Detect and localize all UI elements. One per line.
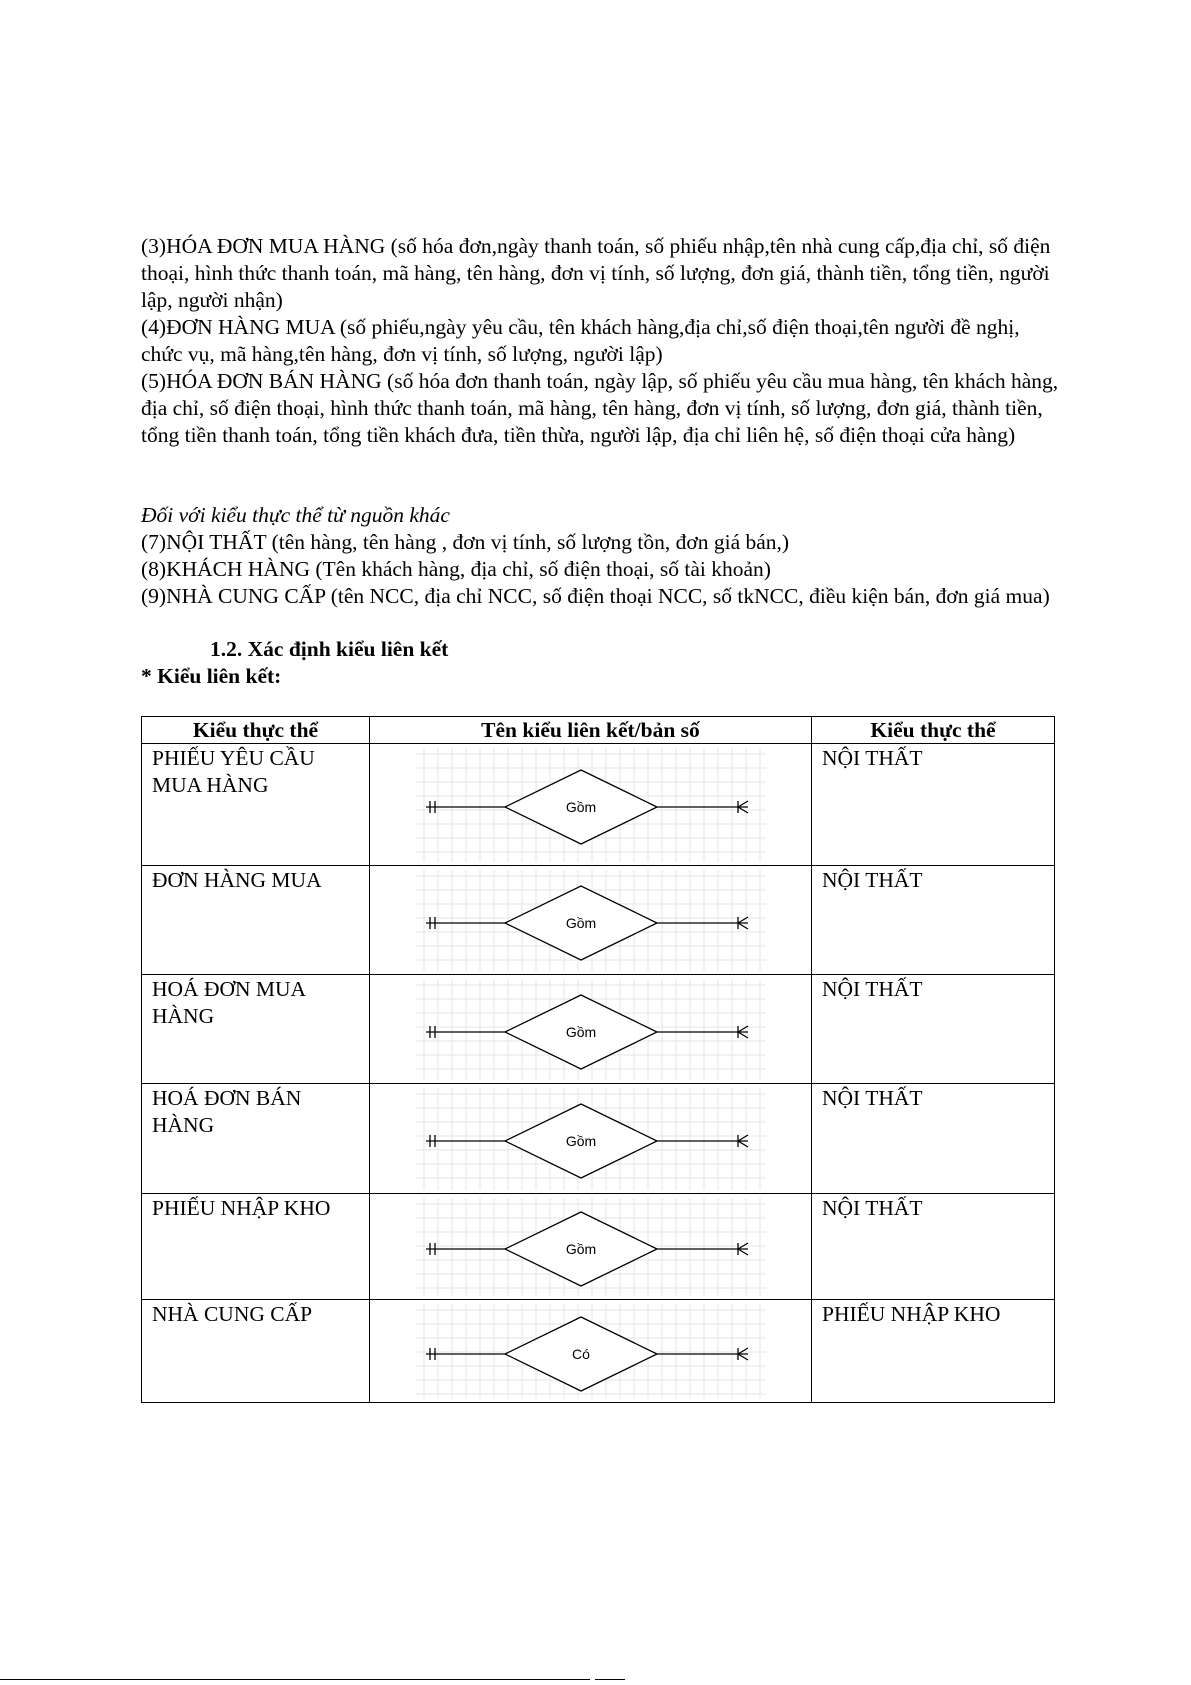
relationship-label: Gồm (565, 1241, 597, 1257)
entity-right-cell: PHIẾU NHẬP KHO (812, 1300, 1055, 1403)
entity-left-cell: NHÀ CUNG CẤP (142, 1300, 370, 1403)
entity-right-cell: NỘI THẤT (812, 975, 1055, 1084)
subheading: * Kiểu liên kết: (141, 664, 282, 688)
er-relationship-diagram (416, 1198, 766, 1296)
entity-right-cell: NỘI THẤT (812, 1084, 1055, 1194)
relationship-diagram-cell (370, 975, 812, 1084)
relationship-diagram-cell (370, 744, 812, 866)
er-relationship-diagram (416, 979, 766, 1080)
er-relationship-diagram (416, 870, 766, 971)
header-entity-right: Kiểu thực thể (812, 717, 1055, 744)
relationship-label: Có (572, 1346, 590, 1362)
relationship-diagram-cell (370, 866, 812, 975)
entity-left-cell: ĐƠN HÀNG MUA (142, 866, 370, 975)
section-heading: 1.2. Xác định kiểu liên kết (210, 637, 449, 661)
paragraph-nha-cung-cap: (9)NHÀ CUNG CẤP (tên NCC, địa chỉ NCC, số điện thoại NCC, số tkNCC, điều kiện bán, đơn giá mua) (141, 584, 1050, 608)
paragraph-hoa-don-ban-hang: (5)HÓA ĐƠN BÁN HÀNG (số hóa đơn thanh toán, ngày lập, số phiếu yêu cầu mua hàng, tên khách hàng, địa chỉ, số điện thoại, hình thức thanh toán, mã hàng, tên hàng, đơn vị tính, số lượng, đơn giá, thành tiền, tổng tiền thanh toán, tổng tiền khách đưa, tiền thừa, người lập, địa chỉ liên hệ, số điện thoại cửa hàng) (141, 369, 1059, 447)
relationship-label: Gồm (565, 1133, 597, 1149)
table-row (142, 866, 1055, 975)
entity-right-cell: NỘI THẤT (812, 744, 1055, 866)
relationship-diagram-cell (370, 1194, 812, 1300)
entity-left-cell: PHIẾU YÊU CẦU MUA HÀNG (142, 744, 370, 866)
er-relationship-diagram (416, 1304, 766, 1399)
relationship-label: Gồm (565, 799, 597, 815)
entity-right-cell: NỘI THẤT (812, 866, 1055, 975)
relationship-label: Gồm (565, 915, 597, 931)
footer-rule (0, 1679, 590, 1680)
relationship-table (141, 716, 1055, 1403)
relationship-diagram-cell (370, 1084, 812, 1194)
table-row (142, 1300, 1055, 1403)
relationship-label: Gồm (565, 1024, 597, 1040)
header-entity-left: Kiểu thực thể (142, 717, 370, 744)
paragraph-khach-hang: (8)KHÁCH HÀNG (Tên khách hàng, địa chỉ, số điện thoại, số tài khoản) (141, 557, 771, 581)
table-header-row (142, 717, 1055, 744)
paragraph-don-hang-mua: (4)ĐƠN HÀNG MUA (số phiếu,ngày yêu cầu, tên khách hàng,địa chỉ,số điện thoại,tên người đề nghị, chức vụ, mã hàng,tên hàng, đơn vị tính, số lượng, người lập) (141, 315, 1020, 366)
footer-mark (595, 1679, 625, 1680)
entity-left-cell: PHIẾU NHẬP KHO (142, 1194, 370, 1300)
header-relationship: Tên kiểu liên kết/bản số (370, 717, 812, 744)
er-relationship-diagram (416, 1088, 766, 1190)
table-row (142, 1194, 1055, 1300)
paragraph-hoa-don-mua-hang: (3)HÓA ĐƠN MUA HÀNG (số hóa đơn,ngày thanh toán, số phiếu nhập,tên nhà cung cấp,địa chỉ, số điện thoại, hình thức thanh toán, mã hàng, tên hàng, đơn vị tính, số lượng, đơn giá, thành tiền, tổng tiền, người lập, người nhận) (141, 234, 1051, 312)
table-row (142, 744, 1055, 866)
entity-left-cell: HOÁ ĐƠN MUA HÀNG (142, 975, 370, 1084)
table-row (142, 1084, 1055, 1194)
entity-left-cell: HOÁ ĐƠN BÁN HÀNG (142, 1084, 370, 1194)
paragraph-other-source-heading: Đối với kiểu thực thể từ nguồn khác (141, 503, 450, 527)
table-row (142, 975, 1055, 1084)
relationship-diagram-cell (370, 1300, 812, 1403)
paragraph-noi-that: (7)NỘI THẤT (tên hàng, tên hàng , đơn vị tính, số lượng tồn, đơn giá bán,) (141, 530, 790, 554)
entity-right-cell: NỘI THẤT (812, 1194, 1055, 1300)
er-relationship-diagram (416, 748, 766, 862)
